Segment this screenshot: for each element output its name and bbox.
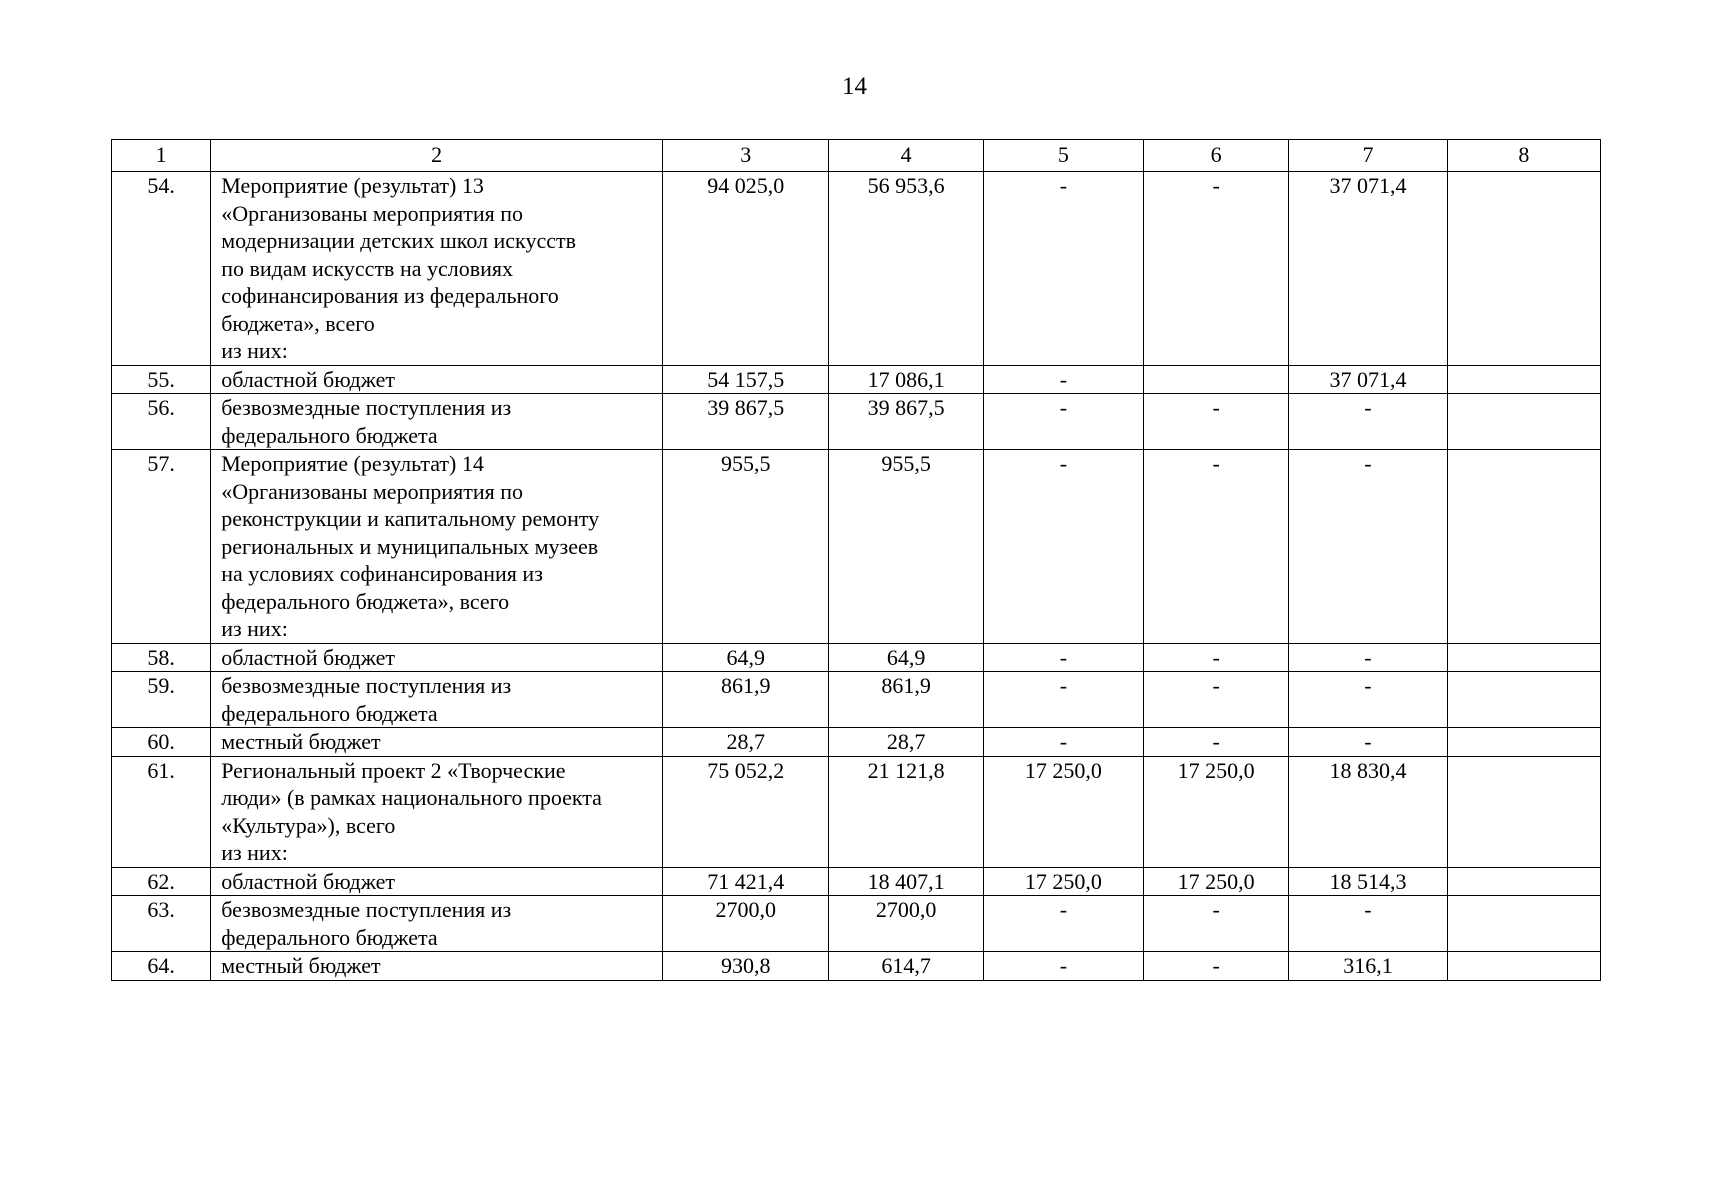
cell-col6: - [1144,728,1289,757]
cell-col4: 2700,0 [829,896,983,952]
row-number: 60. [112,728,211,757]
row-number: 59. [112,672,211,728]
cell-col7: - [1289,450,1447,644]
cell-col5: - [983,896,1143,952]
cell-col4: 21 121,8 [829,756,983,867]
cell-col3: 71 421,4 [663,867,829,896]
row-number: 64. [112,952,211,981]
row-description: Мероприятие (результат) 13 «Организованы мероприятия по модернизации детских школ искусств по видам искусств на условиях софинансирования из федерального бюджета», всего из них: [211,172,663,366]
table-row [112,728,1601,757]
column-header: 8 [1447,140,1600,172]
cell-col6: - [1144,952,1289,981]
column-header: 4 [829,140,983,172]
cell-col4: 56 953,6 [829,172,983,366]
column-header: 2 [211,140,663,172]
row-description: Мероприятие (результат) 14 «Организованы мероприятия по реконструкции и капитальному ремонту региональных и муниципальных музеев на условиях софинансирования из федерального бюджета», всего из них: [211,450,663,644]
cell-col8 [1447,952,1600,981]
cell-col3: 39 867,5 [663,394,829,450]
cell-col8 [1447,896,1600,952]
cell-col3: 28,7 [663,728,829,757]
budget-table [111,139,1601,981]
cell-col8 [1447,172,1600,366]
row-description: областной бюджет [211,365,663,394]
row-description: местный бюджет [211,728,663,757]
cell-col4: 614,7 [829,952,983,981]
cell-col7: 18 830,4 [1289,756,1447,867]
cell-col8 [1447,756,1600,867]
row-number: 58. [112,643,211,672]
cell-col3: 54 157,5 [663,365,829,394]
cell-col5: - [983,672,1143,728]
cell-col6: - [1144,672,1289,728]
cell-col5: - [983,728,1143,757]
cell-col7: - [1289,896,1447,952]
row-number: 61. [112,756,211,867]
table-row [112,643,1601,672]
row-number: 56. [112,394,211,450]
cell-col3: 75 052,2 [663,756,829,867]
cell-col7: - [1289,672,1447,728]
row-description: безвозмездные поступления из федерального бюджета [211,672,663,728]
row-number: 54. [112,172,211,366]
cell-col5: 17 250,0 [983,867,1143,896]
table-row [112,172,1601,366]
column-header: 3 [663,140,829,172]
cell-col6: - [1144,896,1289,952]
row-number: 62. [112,867,211,896]
cell-col5: - [983,365,1143,394]
column-header: 5 [983,140,1143,172]
cell-col6: 17 250,0 [1144,867,1289,896]
row-description: местный бюджет [211,952,663,981]
column-header: 1 [112,140,211,172]
cell-col3: 955,5 [663,450,829,644]
cell-col8 [1447,672,1600,728]
cell-col5: - [983,394,1143,450]
cell-col8 [1447,365,1600,394]
cell-col4: 955,5 [829,450,983,644]
row-number: 63. [112,896,211,952]
cell-col6: - [1144,394,1289,450]
cell-col3: 2700,0 [663,896,829,952]
cell-col5: 17 250,0 [983,756,1143,867]
cell-col4: 18 407,1 [829,867,983,896]
table-row [112,394,1601,450]
table-row [112,672,1601,728]
row-description: областной бюджет [211,643,663,672]
table-row [112,867,1601,896]
row-description: Региональный проект 2 «Творческие люди» (в рамках национального проекта «Культура»), всего из них: [211,756,663,867]
cell-col5: - [983,172,1143,366]
column-header: 6 [1144,140,1289,172]
table-row [112,896,1601,952]
column-header: 7 [1289,140,1447,172]
cell-col7: - [1289,394,1447,450]
cell-col7: 37 071,4 [1289,365,1447,394]
cell-col5: - [983,450,1143,644]
cell-col3: 930,8 [663,952,829,981]
table-row [112,952,1601,981]
cell-col5: - [983,643,1143,672]
table-row [112,756,1601,867]
cell-col8 [1447,394,1600,450]
cell-col3: 64,9 [663,643,829,672]
cell-col7: 37 071,4 [1289,172,1447,366]
row-description: безвозмездные поступления из федерального бюджета [211,394,663,450]
cell-col3: 94 025,0 [663,172,829,366]
table-row [112,365,1601,394]
cell-col4: 39 867,5 [829,394,983,450]
cell-col6: - [1144,643,1289,672]
table-header-row [112,140,1601,172]
cell-col7: 18 514,3 [1289,867,1447,896]
cell-col4: 64,9 [829,643,983,672]
cell-col6 [1144,365,1289,394]
row-description: областной бюджет [211,867,663,896]
cell-col4: 861,9 [829,672,983,728]
row-description: безвозмездные поступления из федерального бюджета [211,896,663,952]
cell-col3: 861,9 [663,672,829,728]
row-number: 55. [112,365,211,394]
cell-col4: 28,7 [829,728,983,757]
cell-col8 [1447,728,1600,757]
cell-col8 [1447,450,1600,644]
cell-col6: 17 250,0 [1144,756,1289,867]
cell-col7: - [1289,643,1447,672]
table-row [112,450,1601,644]
cell-col7: - [1289,728,1447,757]
cell-col6: - [1144,450,1289,644]
cell-col6: - [1144,172,1289,366]
row-number: 57. [112,450,211,644]
cell-col8 [1447,643,1600,672]
cell-col5: - [983,952,1143,981]
cell-col8 [1447,867,1600,896]
cell-col4: 17 086,1 [829,365,983,394]
page-number: 14 [842,73,867,100]
cell-col7: 316,1 [1289,952,1447,981]
